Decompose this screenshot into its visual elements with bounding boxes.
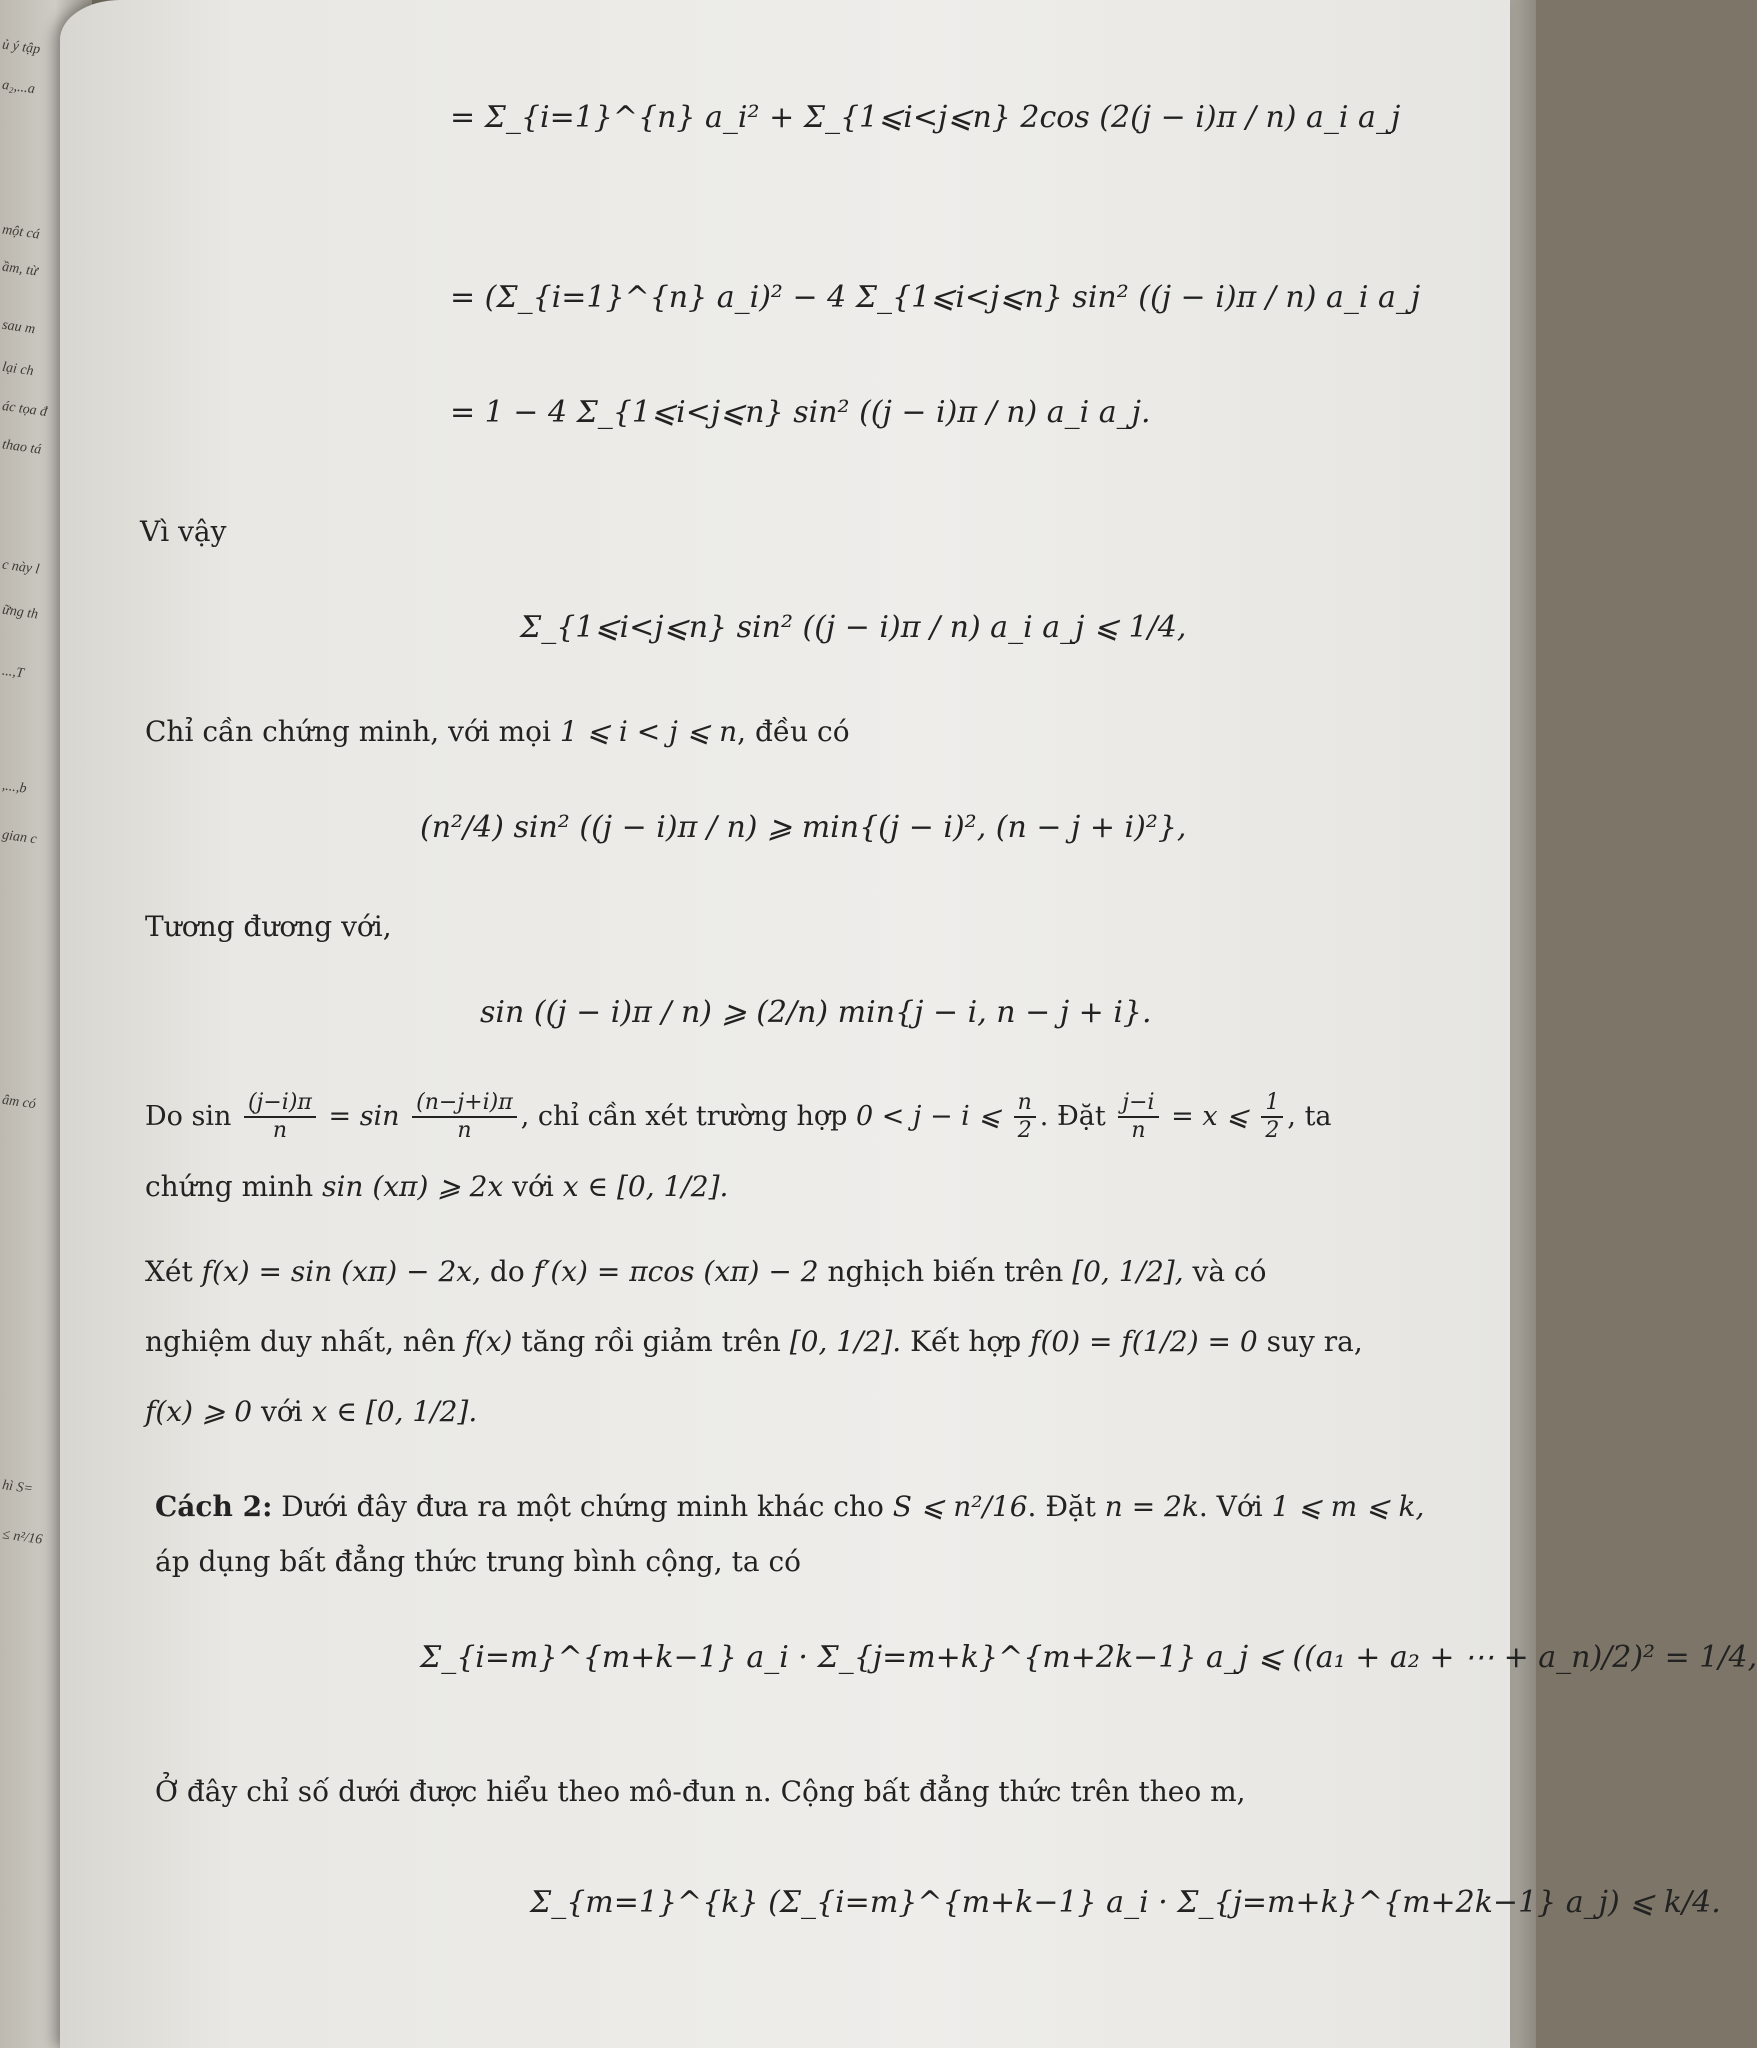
- margin-fragment: ≤ n²/16: [1, 1527, 44, 1548]
- margin-fragment: sau m: [1, 317, 37, 338]
- text: Kết hợp: [901, 1325, 1031, 1358]
- book-page: [60, 0, 1757, 2048]
- text: với: [252, 1395, 312, 1428]
- inline-math: [0, 1/2].: [789, 1325, 902, 1358]
- text: Do sin: [145, 1100, 232, 1132]
- equation-text: Σ_{m=1}^{k} (Σ_{i=m}^{m+k−1} a_i · Σ_{j=m+k}^{m+2k−1} a_j) ⩽ k/4.: [530, 1885, 1721, 1920]
- fraction: $\frac{(j-i)\pi}{n}$: [244, 1090, 316, 1145]
- paragraph-fx-ge-0: [145, 1395, 477, 1429]
- equation-5: [420, 810, 1186, 846]
- text: Ở đây chỉ số dưới được hiểu theo mô-đun n. Cộng bất đẳng thức trên theo m,: [155, 1775, 1246, 1808]
- paragraph-chi-can: [145, 715, 850, 749]
- paragraph-cach-2: [155, 1490, 1424, 1524]
- margin-fragment: ững th: [1, 602, 39, 623]
- margin-fragment: một cá: [1, 222, 41, 243]
- equation-4: [520, 610, 1186, 646]
- text: , đều có: [737, 715, 850, 748]
- margin-fragment: c này l: [1, 557, 41, 578]
- fraction: $\frac{1}{2}$: [1261, 1090, 1283, 1145]
- inline-math: = x ⩽: [1171, 1100, 1249, 1132]
- text: . Với: [1198, 1490, 1272, 1523]
- equation-7: [420, 1640, 1757, 1676]
- inline-math: 1 ⩽ i < j ⩽ n: [559, 715, 738, 748]
- inline-math: f(0) = f(1/2) = 0: [1030, 1325, 1258, 1358]
- text: tăng rồi giảm trên: [512, 1325, 790, 1358]
- paragraph-xet: [145, 1255, 1266, 1289]
- text: với: [503, 1170, 563, 1203]
- text: Vì vậy: [140, 515, 227, 548]
- equation-8: [530, 1885, 1721, 1921]
- paragraph-tuong-duong: [145, 910, 392, 944]
- inline-math: 0 < j − i ⩽: [856, 1100, 1002, 1132]
- text: Chỉ cần chứng minh, với mọi: [145, 715, 560, 748]
- inline-math: 1 ⩽ m ⩽ k,: [1271, 1490, 1425, 1523]
- margin-fragment: gian c: [1, 827, 38, 848]
- margin-fragment: a₂,...a: [1, 77, 36, 98]
- margin-fragment: ...,T: [1, 663, 25, 682]
- inline-math: f(x) ⩾ 0: [145, 1395, 253, 1428]
- section-label: Cách 2:: [155, 1490, 273, 1523]
- paragraph-chung-minh: [145, 1170, 728, 1204]
- equation-text: = Σ_{i=1}^{n} a_i² + Σ_{1⩽i<j⩽n} 2cos (2(j − i)π / n) a_i a_j: [450, 100, 1401, 135]
- text: suy ra,: [1257, 1325, 1363, 1358]
- paragraph-do-sin: Do sin $\frac{(j-i)\pi}{n}$ = sin $\frac{(n-j+i)\pi}{n}$ , chỉ cần xét trường hợp 0 < j − i ⩽ $\frac{n}{2}$ . Đặt $\frac{j-i}{n}$ = x ⩽ $\frac{1}{2}$ , ta: [145, 1090, 1332, 1144]
- text: Xét: [145, 1255, 202, 1288]
- text: Dưới đây đưa ra một chứng minh khác cho: [272, 1490, 893, 1523]
- equation-6: [480, 995, 1152, 1031]
- text: chứng minh: [145, 1170, 323, 1203]
- equation-text: = 1 − 4 Σ_{1⩽i<j⩽n} sin² ((j − i)π / n) a_i a_j.: [450, 395, 1151, 430]
- margin-fragment: ,...,b: [1, 778, 28, 797]
- text: do: [481, 1255, 534, 1288]
- text: Tương đương với,: [145, 910, 392, 943]
- text: . Đặt: [1027, 1490, 1105, 1523]
- equation-text: = (Σ_{i=1}^{n} a_i)² − 4 Σ_{1⩽i<j⩽n} sin² ((j − i)π / n) a_i a_j: [450, 280, 1421, 315]
- text: . Đặt: [1039, 1100, 1106, 1132]
- margin-fragment: ác tọa đ: [1, 398, 49, 421]
- text: nghịch biến trên: [818, 1255, 1073, 1288]
- text: nghiệm duy nhất, nên: [145, 1325, 465, 1358]
- inline-math: x ∈ [0, 1/2].: [311, 1395, 478, 1428]
- equation-text: Σ_{1⩽i<j⩽n} sin² ((j − i)π / n) a_i a_j ⩽ 1/4,: [520, 610, 1187, 645]
- paragraph-ap-dung: [155, 1545, 801, 1579]
- inline-math: sin (xπ) ⩾ 2x: [322, 1170, 504, 1203]
- fraction: $\frac{j-i}{n}$: [1118, 1090, 1158, 1145]
- margin-fragment: thao tá: [1, 437, 43, 458]
- inline-math: f′(x) = πcos (xπ) − 2: [533, 1255, 819, 1288]
- paragraph-vi-vay: [140, 515, 226, 549]
- inline-math: f(x) = sin (xπ) − 2x,: [201, 1255, 481, 1288]
- inline-math: [0, 1/2],: [1072, 1255, 1184, 1288]
- inline-math: n = 2k: [1104, 1490, 1199, 1523]
- margin-fragment: hì S=: [1, 1477, 34, 1498]
- inline-math: f(x): [464, 1325, 513, 1358]
- text: , ta: [1287, 1100, 1332, 1132]
- margin-fragment: ủ ý tập: [1, 37, 42, 58]
- paragraph-o-day: [155, 1775, 1246, 1809]
- equation-1: [450, 100, 1400, 136]
- equation-text: sin ((j − i)π / n) ⩾ (2/n) min{j − i, n − j + i}.: [480, 995, 1152, 1030]
- text: , chỉ cần xét trường hợp: [520, 1100, 857, 1132]
- equation-2: [450, 280, 1420, 316]
- fraction: $\frac{(n-j+i)\pi}{n}$: [412, 1090, 517, 1145]
- equation-text: Σ_{i=m}^{m+k−1} a_i · Σ_{j=m+k}^{m+2k−1} a_j ⩽ ((a₁ + a₂ + ⋯ + a_n)/2)² = 1/4,: [420, 1640, 1757, 1675]
- text: áp dụng bất đẳng thức trung bình cộng, ta có: [155, 1545, 801, 1578]
- margin-fragment: ầm, từ: [1, 259, 39, 280]
- margin-fragment: âm có: [1, 1092, 37, 1113]
- equation-text: (n²/4) sin² ((j − i)π / n) ⩾ min{(j − i)², (n − j + i)²},: [420, 810, 1187, 845]
- margin-fragment: lại ch: [1, 359, 35, 380]
- fraction: $\frac{n}{2}$: [1014, 1090, 1036, 1145]
- inline-math: S ⩽ n²/16: [892, 1490, 1028, 1523]
- inline-math: x ∈ [0, 1/2].: [562, 1170, 729, 1203]
- paragraph-nghiem: [145, 1325, 1363, 1359]
- text: và có: [1183, 1255, 1267, 1288]
- equation-3: [450, 395, 1151, 431]
